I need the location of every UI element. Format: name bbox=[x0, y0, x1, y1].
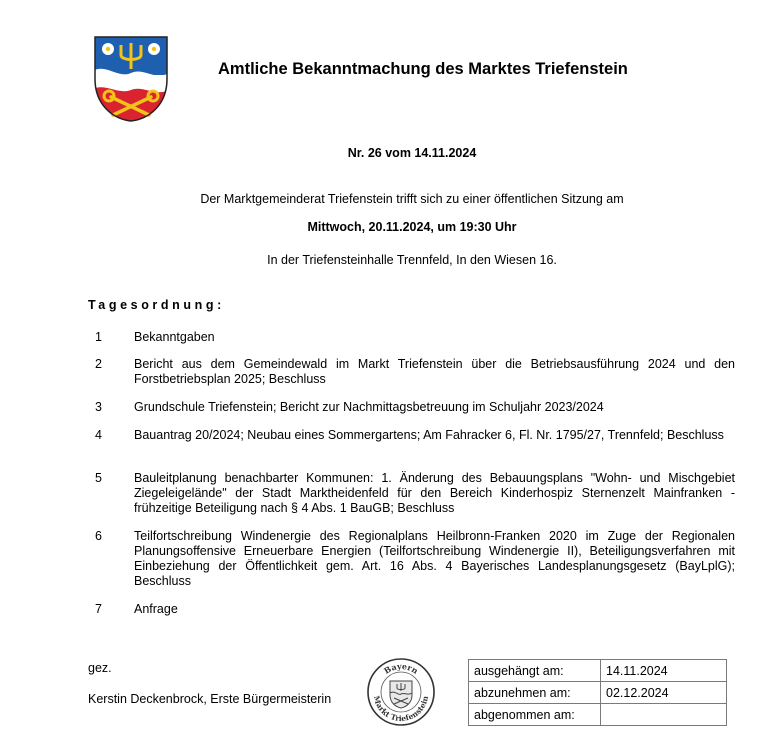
posting-value bbox=[601, 704, 727, 726]
agenda-item-text: Bekanntgaben bbox=[134, 330, 215, 344]
agenda-item-number: 4 bbox=[95, 428, 102, 442]
meeting-date-time: Mittwoch, 20.11.2024, um 19:30 Uhr bbox=[307, 220, 517, 234]
meeting-place: In der Triefensteinhalle Trennfeld, In den Wiesen 16. bbox=[267, 253, 557, 267]
municipal-seal-icon bbox=[366, 657, 436, 727]
table-row bbox=[469, 704, 727, 726]
agenda-item-number: 7 bbox=[95, 602, 102, 616]
seal-top-text: Bayern bbox=[382, 660, 421, 676]
table-row bbox=[469, 682, 727, 704]
posting-value: 02.12.2024 bbox=[601, 682, 727, 704]
seal-bottom-text: Markt Triefenstein bbox=[371, 694, 430, 724]
agenda-item-text: Teilfortschreibung Windenergie des Regionalplans Heilbronn-Franken 2020 im Zuge der Regionalen Planungsoffensive Erneuerbare Energien (Teilfortschreibung Windenergie II), Beteiligungsverfahren mit Einbeziehung der Öffentlichkeit gem. Art. 16 Abs. 4 Bayerisches Landesplanungsgesetz (BayLplG); Beschluss bbox=[134, 529, 735, 588]
signature-gez: gez. bbox=[88, 661, 112, 675]
posting-label: ausgehängt am: bbox=[469, 660, 601, 682]
signer-name: Kerstin Deckenbrock, Erste Bürgermeisterin bbox=[88, 692, 332, 706]
agenda-item-number: 5 bbox=[95, 471, 102, 485]
agenda-item-number: 1 bbox=[95, 330, 102, 344]
table-row bbox=[469, 660, 727, 682]
agenda-heading: Tagesordnung: bbox=[88, 298, 225, 312]
agenda-item-text: Bauleitplanung benachbarter Kommunen: 1. Änderung des Bebauungsplans "Wohn- und Mischgebiet Ziegeleigelände" der Stadt Marktheidenfeld für den Bereich Kinderhospiz Sternenzelt Mainfranken - frühzeitige Beteiligung nach § 4 Abs. 1 BauGB; Beschluss bbox=[134, 471, 735, 515]
agenda-item-text: Bauantrag 20/2024; Neubau eines Sommergartens; Am Fahracker 6, Fl. Nr. 1795/27, Trennfeld; Beschluss bbox=[134, 428, 724, 442]
posting-label: abgenommen am: bbox=[469, 704, 601, 726]
posting-label: abzunehmen am: bbox=[469, 682, 601, 704]
agenda-item-number: 6 bbox=[95, 529, 102, 543]
agenda-item-number: 3 bbox=[95, 400, 102, 414]
coat-of-arms-icon bbox=[93, 35, 169, 123]
page-title: Amtliche Bekanntmachung des Marktes Triefenstein bbox=[218, 60, 628, 78]
agenda-item-text: Bericht aus dem Gemeindewald im Markt Triefenstein über die Betriebsausführung 2024 und den Forstbetriebsplan 2025; Beschluss bbox=[134, 357, 735, 386]
agenda-item-text: Grundschule Triefenstein; Bericht zur Nachmittagsbetreuung im Schuljahr 2023/2024 bbox=[134, 400, 604, 414]
posting-table bbox=[468, 659, 727, 726]
agenda-item-number: 2 bbox=[95, 357, 102, 371]
notice-intro: Der Marktgemeinderat Triefenstein trifft sich zu einer öffentlichen Sitzung am bbox=[200, 192, 624, 206]
notice-number: Nr. 26 vom 14.11.2024 bbox=[347, 146, 477, 160]
posting-value: 14.11.2024 bbox=[601, 660, 727, 682]
agenda-item-text: Anfrage bbox=[134, 602, 178, 616]
